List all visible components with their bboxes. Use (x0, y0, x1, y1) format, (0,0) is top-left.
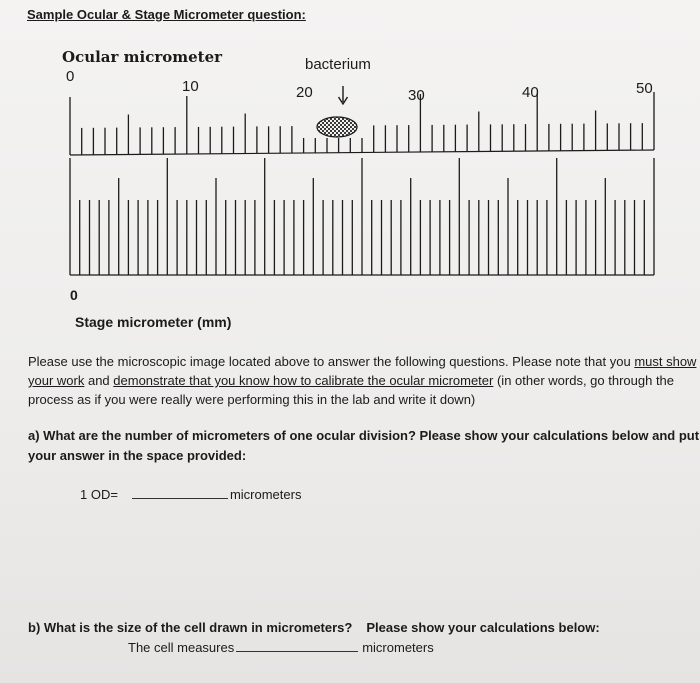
od-answer-blank[interactable] (132, 488, 228, 499)
cell-label: The cell measures (128, 640, 235, 655)
ocular-number-50: 50 (636, 80, 653, 97)
ocular-micrometer-label: Ocular micrometer (62, 48, 223, 66)
od-answer-row (80, 487, 301, 502)
question-a: a) What are the number of micrometers of one ocular division? Please show your calculations below and put your answer in the space provided: (28, 428, 700, 463)
od-label: 1 OD= (80, 487, 118, 502)
bacterium-cell (317, 117, 357, 137)
instructions-paragraph: Please use the microscopic image located above to answer the following questions. Please note that you must show your work and demonstrate that you know how to calibrate the ocular micrometer (in other words, go through the process as if you were really were performing this in the lab and write it down) (28, 354, 697, 407)
stage-micrometer-label: Stage micrometer (mm) (75, 314, 232, 330)
question-b: b) What is the size of the cell drawn in micrometers? Please show your calculations below: (28, 620, 600, 635)
bacterium-arrow (339, 86, 348, 104)
od-unit: micrometers (229, 487, 302, 502)
stage-number-0: 0 (70, 287, 78, 303)
ocular-number-20: 20 (296, 84, 313, 101)
bacterium-label: bacterium (305, 56, 371, 73)
cell-answer-row (128, 640, 434, 655)
ocular-scale (70, 92, 654, 155)
cell-unit: micrometers (362, 640, 434, 655)
page-title: Sample Ocular & Stage Micrometer question: (27, 7, 306, 22)
stage-scale (70, 158, 654, 275)
ocular-number-30: 30 (408, 87, 425, 104)
ocular-number-0: 0 (66, 68, 75, 85)
ocular-number-40: 40 (522, 84, 539, 101)
ocular-number-10: 10 (182, 78, 199, 95)
cell-answer-blank[interactable] (236, 641, 358, 652)
